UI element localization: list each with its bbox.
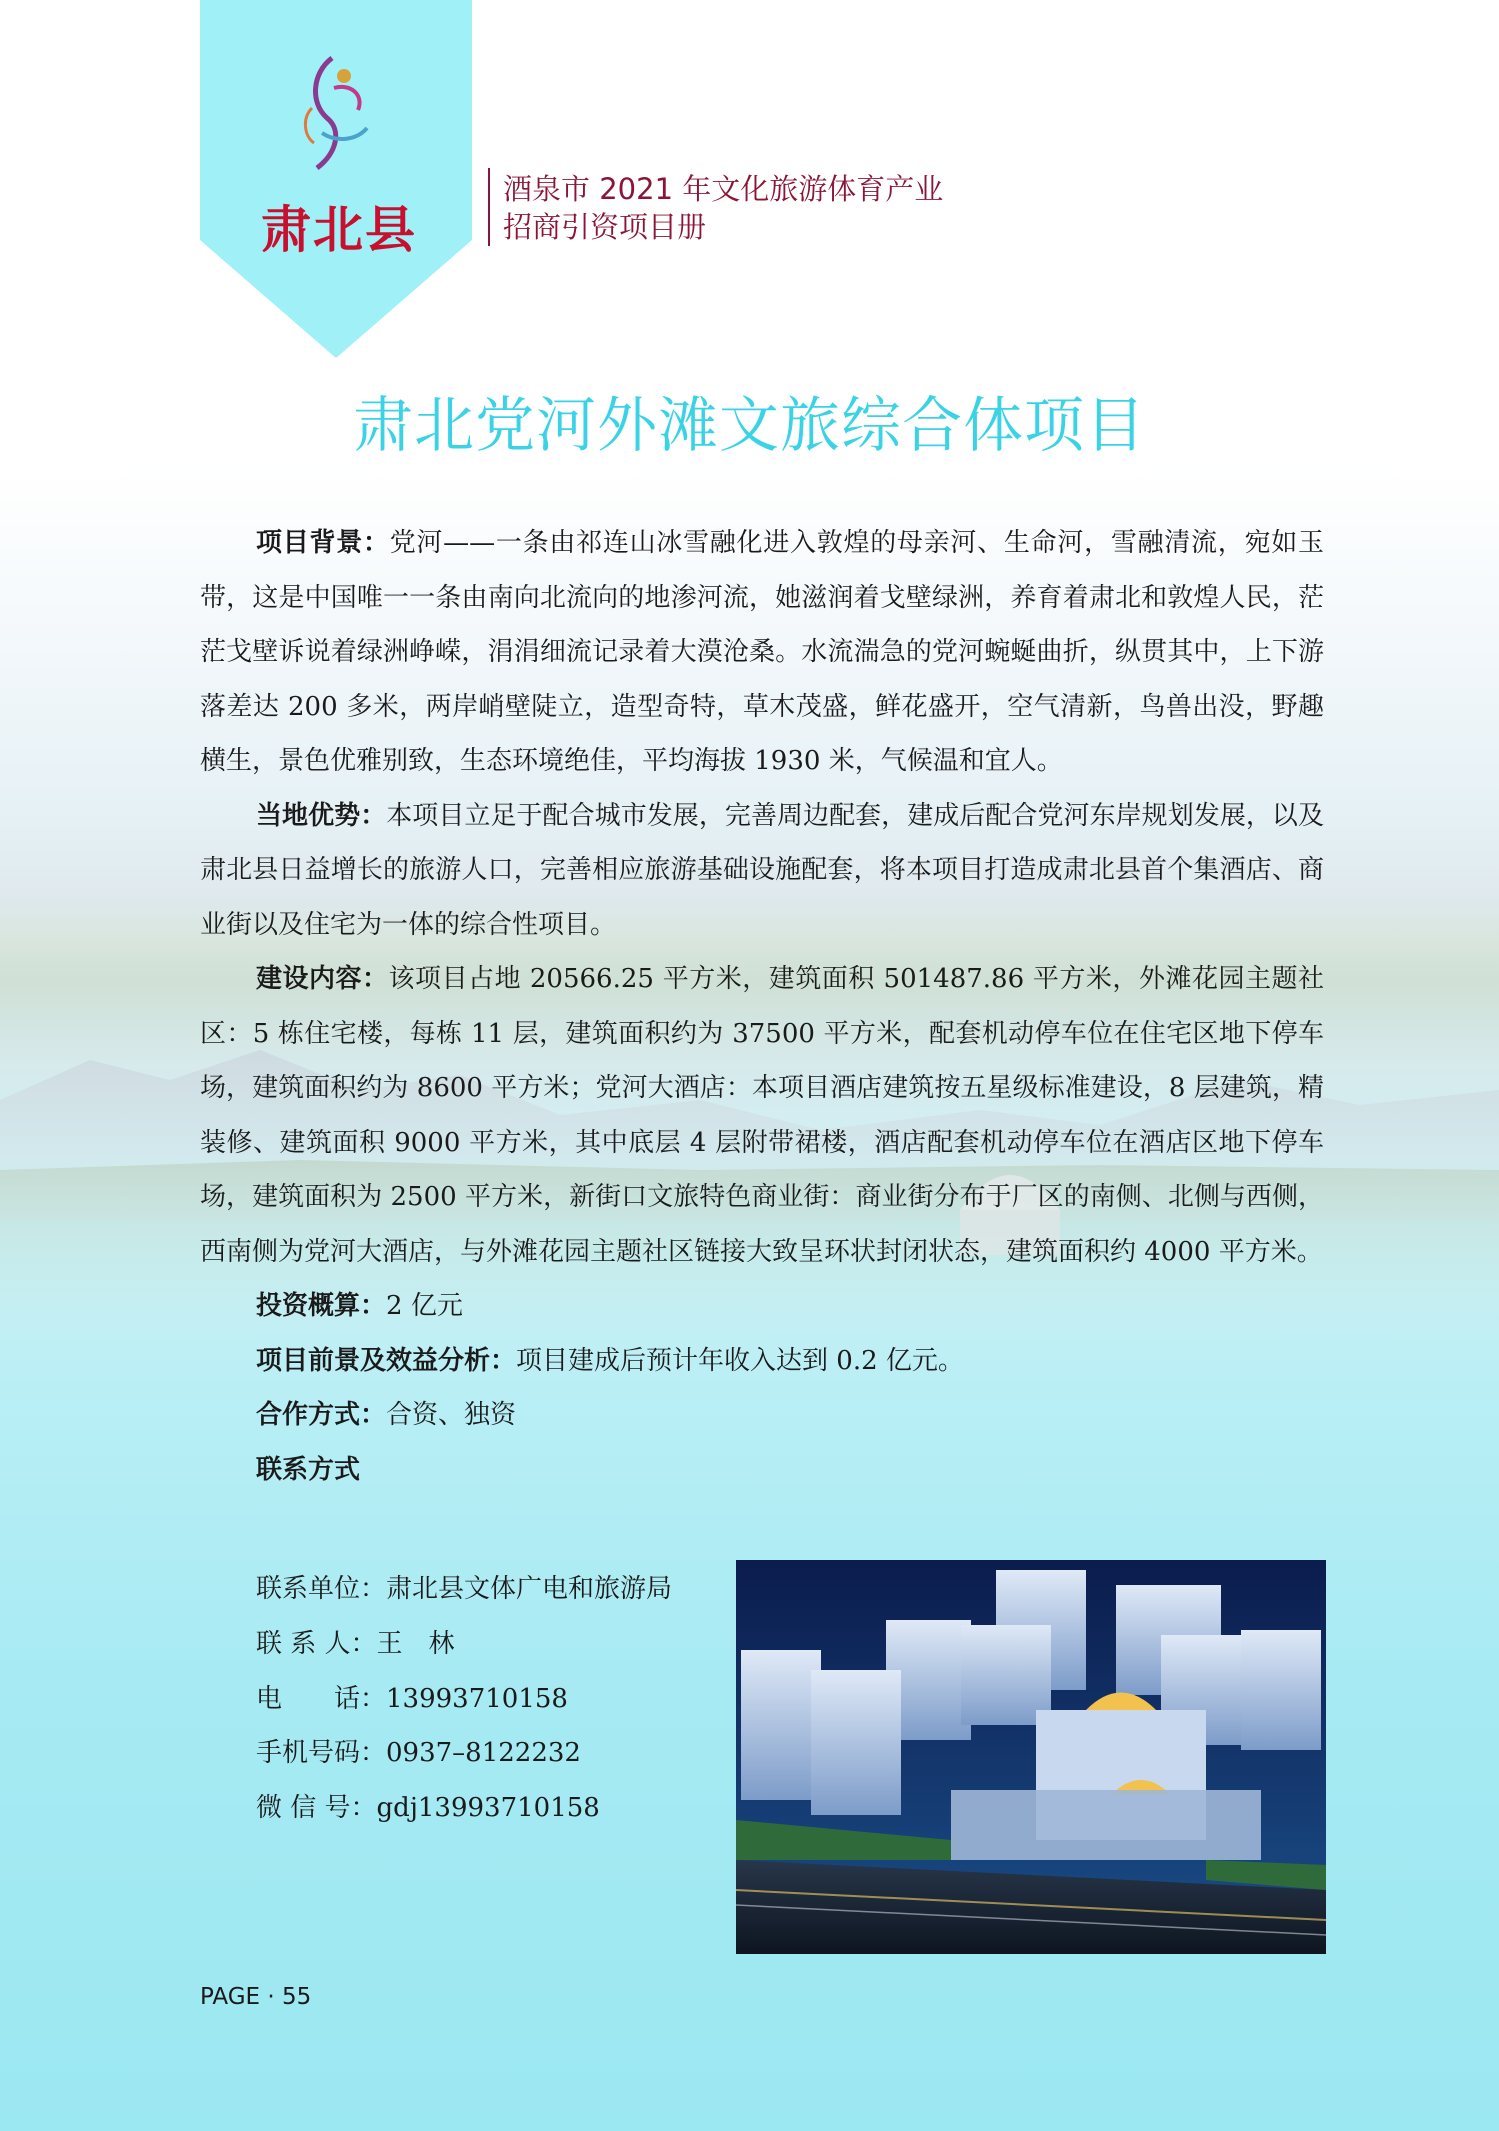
section-label: 合作方式： — [256, 1400, 387, 1430]
section-construction — [200, 952, 1324, 1279]
contact-label: 手机号码： — [256, 1738, 387, 1769]
header-divider — [488, 168, 490, 246]
contact-value: 王 林 — [376, 1628, 455, 1659]
section-label: 项目前景及效益分析： — [256, 1345, 517, 1376]
section-background — [200, 516, 1324, 789]
contact-heading-label: 联系方式 — [256, 1454, 361, 1485]
section-text: 本项目立足于配合城市发展，完善周边配套，建成后配合党河东岸规划发展，以及肃北县日益增长的旅游人口，完善相应旅游基础设施配套，将本项目打造成肃北县首个集酒店、商业街以及住宅为一体的综合性项目。 — [200, 800, 1324, 940]
page-number: PAGE · 55 — [200, 1984, 312, 2010]
section-label: 当地优势： — [256, 800, 387, 831]
header-title — [503, 170, 943, 246]
contact-label: 电 话： — [256, 1683, 387, 1714]
section-prospect — [200, 1334, 1324, 1389]
contact-row — [256, 1781, 706, 1836]
section-text: 该项目占地 20566.25 平方米，建筑面积 501487.86 平方米，外滩花园主题社区：5 栋住宅楼，每栋 11 层，建筑面积约为 37500 平方米，配套机动停车位在住宅区地下停车场，建筑面积约为 8600 平方米；党河大酒店：本项目酒店建筑按五星级标准建设，8 层建筑，精装修、建筑面积 9000 平方米，其中底层 4 层附带裙楼，酒店配套机动停车位在酒店区地下停车场，建筑面积为 2500 平方米，新街口文旅特色商业街：商业街分布于厂区的南侧、北侧与西侧，西南侧为党河大酒店，与外滩花园主题社区链接大致呈环状封闭状态，建筑面积约 4000 平方米。 — [200, 964, 1324, 1267]
section-investment — [200, 1279, 1324, 1334]
project-content — [200, 516, 1324, 1497]
county-name: 肃北县 — [261, 201, 417, 259]
contact-label: 联系单位： — [256, 1574, 387, 1604]
contact-value: 13993710158 — [386, 1683, 568, 1714]
contact-value: gdj13993710158 — [376, 1793, 600, 1824]
contact-row — [256, 1562, 706, 1617]
contact-value: 0937–8122232 — [386, 1738, 581, 1769]
contact-row — [256, 1672, 706, 1727]
page-title: 肃北党河外滩文旅综合体项目 — [353, 391, 1146, 461]
header-title-line2: 招商引资项目册 — [503, 210, 707, 244]
section-label: 建设内容： — [256, 964, 389, 994]
section-text: 2 亿元 — [386, 1291, 463, 1321]
header-title-line1: 酒泉市 2021 年文化旅游体育产业 — [503, 172, 944, 206]
section-text: 项目建成后预计年收入达到 0.2 亿元。 — [516, 1345, 964, 1376]
section-text: 合资、独资 — [386, 1400, 517, 1430]
section-label: 投资概算： — [256, 1291, 387, 1321]
section-cooperation — [200, 1388, 1324, 1443]
contact-row — [256, 1617, 706, 1672]
contact-row — [256, 1726, 706, 1781]
section-advantage — [200, 789, 1324, 953]
contact-heading — [200, 1443, 1324, 1498]
contact-label: 联 系 人： — [256, 1628, 377, 1659]
contact-block — [256, 1562, 706, 1836]
section-label: 项目背景： — [256, 528, 390, 558]
feitian-crest-icon — [282, 48, 382, 178]
night-buildings-illustration — [736, 1560, 1326, 1954]
section-text: 党河——一条由祁连山冰雪融化进入敦煌的母亲河、生命河，雪融清流，宛如玉带，这是中国唯一一条由南向北流向的地渗河流，她滋润着戈壁绿洲，养育着肃北和敦煌人民，茫茫戈壁诉说着绿洲峥嵘，涓涓细流记录着大漠沧桑。水流湍急的党河蜿蜒曲折，纵贯其中，上下游落差达 200 多米，两岸峭壁陡立，造型奇特，草木茂盛，鲜花盛开，空气清新，鸟兽出没，野趣横生，景色优雅别致，生态环境绝佳，平均海拔 1930 米，气候温和宜人。 — [200, 528, 1324, 776]
project-rendering-image — [736, 1560, 1326, 1954]
contact-value: 肃北县文体广电和旅游局 — [386, 1574, 673, 1604]
contact-label: 微 信 号： — [256, 1793, 377, 1824]
